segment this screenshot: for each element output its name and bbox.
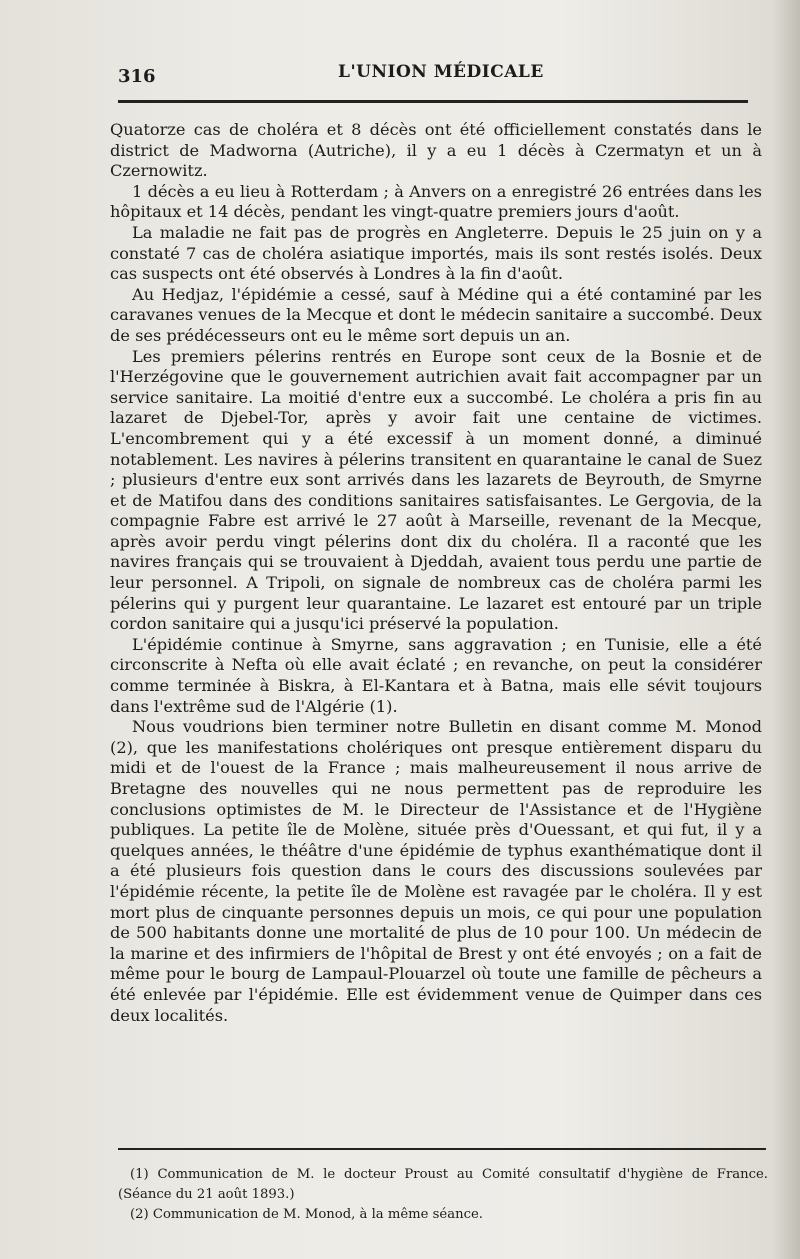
paragraph-5: Les premiers pélerins rentrés en Europe sont ceux de la Bosnie et de l'Herzégovine que le gouvernement autrichien avait fait accompagner par un service sanitaire. La moitié d'entre eux a succombé. Le choléra a pris fin au lazaret de Djebel-Tor, après y avoir fait une centaine de victimes. L'encombrement qui y a été excessif à un moment donné, a diminué notablement. Les navires à pélerins transitent en quarantaine le canal de Suez ; plusieurs d'entre eux sont arrivés dans les lazarets de Beyrouth, de Smyrne et de Matifou dans des conditions sanitaires satisfaisantes. Le Gergovia, de la compagnie Fabre est arrivé le 27 août à Marseille, revenant de la Mecque, après avoir perdu vingt pélerins dont dix du choléra. Il a raconté que les navires français qui se trouvaient à Djeddah, avaient tous perdu une partie de leur personnel. A Tripoli, on signale de nombreux cas de choléra parmi les pélerins qui y purgent leur quarantaine. Le lazaret est entouré par un triple cordon sanitaire qui a jusqu'ici préservé la population. <box>110 346 762 634</box>
footnotes <box>118 1165 768 1225</box>
article-body <box>110 120 762 1026</box>
page-edge-shadow <box>772 0 800 1259</box>
running-title: L'UNION MÉDICALE <box>338 62 544 82</box>
header-rule <box>118 100 748 103</box>
footnote-rule <box>118 1148 766 1150</box>
page-header <box>118 58 760 92</box>
paragraph-3: La maladie ne fait pas de progrès en Angleterre. Depuis le 25 juin on y a constaté 7 cas de choléra asiatique importés, mais ils sont restés isolés. Deux cas suspects ont été observés à Londres à la fin d'août. <box>110 222 762 284</box>
page-number: 316 <box>118 66 156 87</box>
paragraph-6: L'épidémie continue à Smyrne, sans aggravation ; en Tunisie, elle a été circonscrite à Nefta où elle avait éclaté ; en revanche, on peut la considérer comme terminée à Biskra, à El-Kantara et à Batna, mais elle sévit toujours dans l'extrême sud de l'Algérie (1). <box>110 634 762 716</box>
paragraph-7: Nous voudrions bien terminer notre Bulletin en disant comme M. Monod (2), que les manifestations cholériques ont presque entièrement disparu du midi et de l'ouest de la France ; mais malheureusement il nous arrive de Bretagne des nouvelles qui ne nous permettent pas de reproduire les conclusions optimistes de M. le Directeur de l'Assistance et de l'Hygiène publiques. La petite île de Molène, située près d'Ouessant, et qui fut, il y a quelques années, le théâtre d'une épidémie de typhus exanthématique dont il a été plusieurs fois question dans le cours des discussions soulevées par l'épidémie récente, la petite île de Molène est ravagée par le choléra. Il y est mort plus de cinquante personnes depuis un mois, ce qui pour une population de 500 habitants donne une mortalité de plus de 10 pour 100. Un médecin de la marine et des infirmiers de l'hôpital de Brest y ont été envoyés ; on a fait de même pour le bourg de Lampaul-Plouarzel où toute une famille de pêcheurs a été enlevée par l'épidémie. Elle est évidemment venue de Quimper dans ces deux localités. <box>110 717 762 1025</box>
paragraph-1: Quatorze cas de choléra et 8 décès ont été officiellement constatés dans le district de Madworna (Autriche), il y a eu 1 décès à Czermatyn et un à Czernowitz. <box>110 120 762 181</box>
footnote-2: (2) Communication de M. Monod, à la même séance. <box>130 1207 483 1222</box>
paragraph-4: Au Hedjaz, l'épidémie a cessé, sauf à Médine qui a été contaminé par les caravanes venues de la Mecque et dont le médecin sanitaire a succombé. Deux de ses prédécesseurs ont eu le même sort depuis un an. <box>110 284 762 345</box>
paragraph-2: 1 décès a eu lieu à Rotterdam ; à Anvers on a enregistré 26 entrées dans les hôpitaux et 14 décès, pendant les vingt-quatre premiers jours d'août. <box>110 181 762 222</box>
footnote-1: (1) Communication de M. le docteur Proust au Comité consultatif d'hygiène de France. (Séance du 21 août 1893.) <box>118 1167 768 1202</box>
